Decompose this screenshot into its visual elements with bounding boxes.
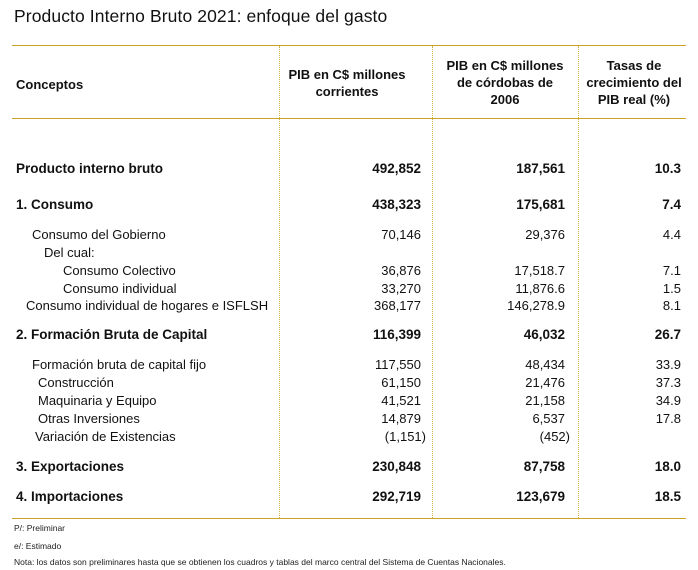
row-value-constant: 11,876.6: [515, 281, 565, 296]
note-preliminar: P/: Preliminar: [14, 523, 66, 533]
header-col-constant-line1: PIB en C$ millones: [446, 58, 564, 73]
row-value-constant: 46,032: [523, 327, 565, 342]
row-label: Consumo del Gobierno: [32, 227, 166, 242]
bottom-rule: [12, 518, 686, 519]
row-label: Consumo individual: [63, 281, 177, 296]
row-label: Consumo individual de hogares e ISFLSH: [26, 298, 269, 313]
row-label: Maquinaria y Equipo: [38, 393, 157, 408]
row-value-current: 230,848: [372, 459, 421, 474]
header-col-growth-line1: Tasas de: [606, 58, 662, 73]
row-value-constant: 87,758: [523, 459, 565, 474]
col-separator-3: [578, 46, 579, 518]
row-value-current: 116,399: [372, 327, 421, 342]
row-label: 4. Importaciones: [16, 489, 124, 504]
header-col-constant-line3: 2006: [490, 92, 520, 107]
row-value-constant: 123,679: [516, 489, 565, 504]
row-label: Del cual:: [44, 245, 95, 260]
row-value-current: 36,876: [381, 263, 421, 278]
row-value-growth: 17.8: [655, 411, 681, 426]
note-estimado: e/: Estimado: [14, 541, 62, 551]
col-separator-2: [432, 46, 433, 518]
note-disclaimer: Nota: los datos son preliminares hasta que se obtienen los cuadros y tablas del marco central del Sistema de Cuentas Nacionales.: [14, 557, 506, 567]
row-label: Consumo Colectivo: [63, 263, 176, 278]
table-title: Producto Interno Bruto 2021: enfoque del gasto: [14, 6, 388, 26]
row-value-constant: 21,476: [525, 375, 565, 390]
row-label: 3. Exportaciones: [16, 459, 125, 474]
row-value-constant: 175,681: [516, 197, 565, 212]
row-value-current: 61,150: [381, 375, 421, 390]
col-separator-1: [279, 46, 280, 518]
row-value-growth: 10.3: [654, 161, 681, 176]
row-label: Construcción: [38, 375, 114, 390]
row-value-growth: 37.3: [655, 375, 681, 390]
header-col-growth-line3: PIB real (%): [597, 92, 671, 107]
row-value-growth: 7.1: [662, 263, 681, 278]
header-col-constant-line2: de córdobas de: [456, 75, 554, 90]
row-value-current: (1,151): [384, 429, 426, 444]
row-value-current: 292,719: [372, 489, 421, 504]
row-value-current: 368,177: [374, 298, 421, 313]
header-col-current: [288, 66, 406, 100]
row-value-current: 14,879: [381, 411, 421, 426]
row-value-constant: 21,158: [525, 393, 565, 408]
header-col-growth-line2: crecimiento del: [586, 75, 682, 90]
row-value-constant: (452): [539, 429, 570, 444]
row-value-current: 33,270: [381, 281, 421, 296]
row-value-growth: 7.4: [662, 197, 681, 212]
row-value-constant: 6,537: [532, 411, 565, 426]
row-label: Otras Inversiones: [38, 411, 140, 426]
row-value-current: 41,521: [381, 393, 421, 408]
row-value-growth: 34.9: [655, 393, 681, 408]
row-label: Formación bruta de capital fijo: [32, 357, 207, 372]
row-value-constant: 29,376: [525, 227, 565, 242]
header-col-growth: [582, 57, 686, 108]
header-col-constant: [436, 57, 574, 108]
row-label: 2. Formación Bruta de Capital: [16, 327, 208, 342]
row-value-constant: 146,278.9: [507, 298, 565, 313]
row-value-current: 438,323: [372, 197, 421, 212]
top-rule: [12, 45, 686, 46]
row-value-constant: 187,561: [516, 161, 565, 176]
row-label: Variación de Existencias: [35, 429, 176, 444]
header-concepts: Conceptos: [16, 77, 84, 92]
row-label: 1. Consumo: [16, 197, 94, 212]
row-value-growth: 4.4: [662, 227, 681, 242]
row-value-growth: 18.5: [654, 489, 681, 504]
row-label: Producto interno bruto: [16, 161, 163, 176]
row-value-growth: 1.5: [662, 281, 681, 296]
row-value-growth: 18.0: [654, 459, 681, 474]
row-value-growth: 8.1: [662, 298, 681, 313]
row-value-growth: 26.7: [654, 327, 681, 342]
row-value-growth: 33.9: [655, 357, 681, 372]
row-value-constant: 48,434: [525, 357, 565, 372]
row-value-constant: 17,518.7: [514, 263, 565, 278]
row-value-current: 492,852: [372, 161, 421, 176]
header-rule: [12, 118, 686, 119]
row-value-current: 70,146: [381, 227, 421, 242]
header-col-current-line2: corrientes: [315, 84, 379, 99]
row-value-current: 117,550: [374, 357, 421, 372]
header-col-current-line1: PIB en C$ millones: [288, 67, 406, 82]
